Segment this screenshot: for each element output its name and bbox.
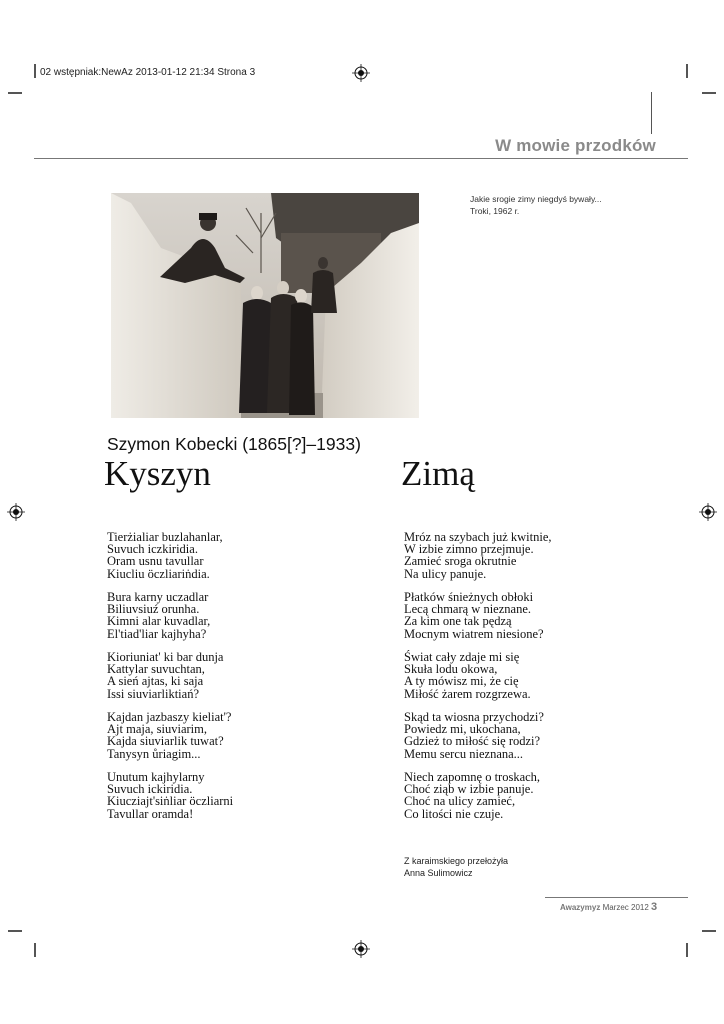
registration-mark-icon — [352, 940, 370, 958]
stanza-polish-2: Płatków śnieżnych obłoki Lecą chmarą w nieznane. Za kim one tak pędzą Mocnym wiatrem niesione? — [404, 590, 544, 641]
page-footer — [560, 901, 657, 913]
stanza-karaim-2: Bura karny uczadlar Biliuvsiuź orunha. Kimni alar kuvadlar, El'tiad'liar kajhyha? — [107, 590, 211, 641]
crop-mark — [8, 930, 22, 932]
stanza-polish-5: Niech zapomnę o troskach, Choć ziąb w izbie panuje. Choć na ulicy zamieć, Co litości nie czuje. — [404, 770, 541, 821]
header-divider — [34, 158, 688, 159]
caption-line: Jakie srogie zimy niegdyś bywały... — [470, 194, 602, 204]
issue-date: Marzec 2012 — [602, 903, 649, 912]
page-number: 3 — [651, 901, 658, 913]
registration-mark-icon — [352, 64, 370, 82]
footer-divider — [545, 897, 688, 898]
stanza-karaim-3: Kioriuniat' ki bar dunja Kattylar suvuchtan, A sień ajtas, ki saja Issi siuviarliktiań? — [107, 650, 224, 701]
credit-line: Z karaimskiego przełożyła — [404, 856, 509, 866]
caption-line: Troki, 1962 r. — [470, 206, 520, 216]
crop-mark — [686, 943, 688, 957]
magazine-name: Awazymyz — [560, 903, 601, 912]
registration-mark-icon — [7, 503, 25, 521]
section-title: W mowie przodków — [495, 136, 656, 155]
printer-slug: 02 wstępniak:NewAz 2013-01-12 21:34 Strona 3 — [40, 67, 256, 78]
crop-mark — [34, 64, 36, 78]
stanza-karaim-1: Tierżialiar buzlahanlar, Suvuch iczkiridia. Oram usnu tavullar Kiucliu öczliariṅdia. — [107, 530, 223, 581]
crop-mark — [8, 92, 22, 94]
stanza-karaim-5: Unutum kajhylarny Suvuch ickiridia. Kiucziajt'siṅliar öczliarni Tavullar oramda! — [107, 770, 234, 821]
vertical-rule — [651, 92, 652, 134]
poem-author: Szymon Kobecki (1865[?]–1933) — [107, 434, 361, 454]
registration-mark-icon — [699, 503, 717, 521]
stanza-polish-4: Skąd ta wiosna przychodzi? Powiedz mi, ukochana, Gdzież to miłość się rodzi? Memu sercu nieznana... — [404, 710, 544, 761]
poem-title-polish: Zimą — [401, 454, 475, 493]
photo-caption — [470, 193, 602, 217]
crop-mark — [702, 92, 716, 94]
winter-photo — [111, 193, 419, 418]
crop-mark — [34, 943, 36, 957]
translation-credit — [404, 855, 508, 879]
poem-title-karaim: Kyszyn — [104, 454, 211, 493]
stanza-karaim-4: Kajdan jazbaszy kieliat'? Ajt maja, siuviarim, Kajda siuviarlik tuwat? Tanysyn ůriagim... — [107, 710, 232, 761]
crop-mark — [702, 930, 716, 932]
stanza-polish-3: Świat cały zdaje mi się Skuła lodu okowa, A ty mówisz mi, że cię Miłość żarem rozgrzewa. — [404, 650, 531, 701]
crop-mark — [686, 64, 688, 78]
credit-line: Anna Sulimowicz — [404, 868, 473, 878]
stanza-polish-1: Mróz na szybach już kwitnie, W izbie zimno przejmuje. Zamieć sroga okrutnie Na ulicy panuje. — [404, 530, 552, 581]
